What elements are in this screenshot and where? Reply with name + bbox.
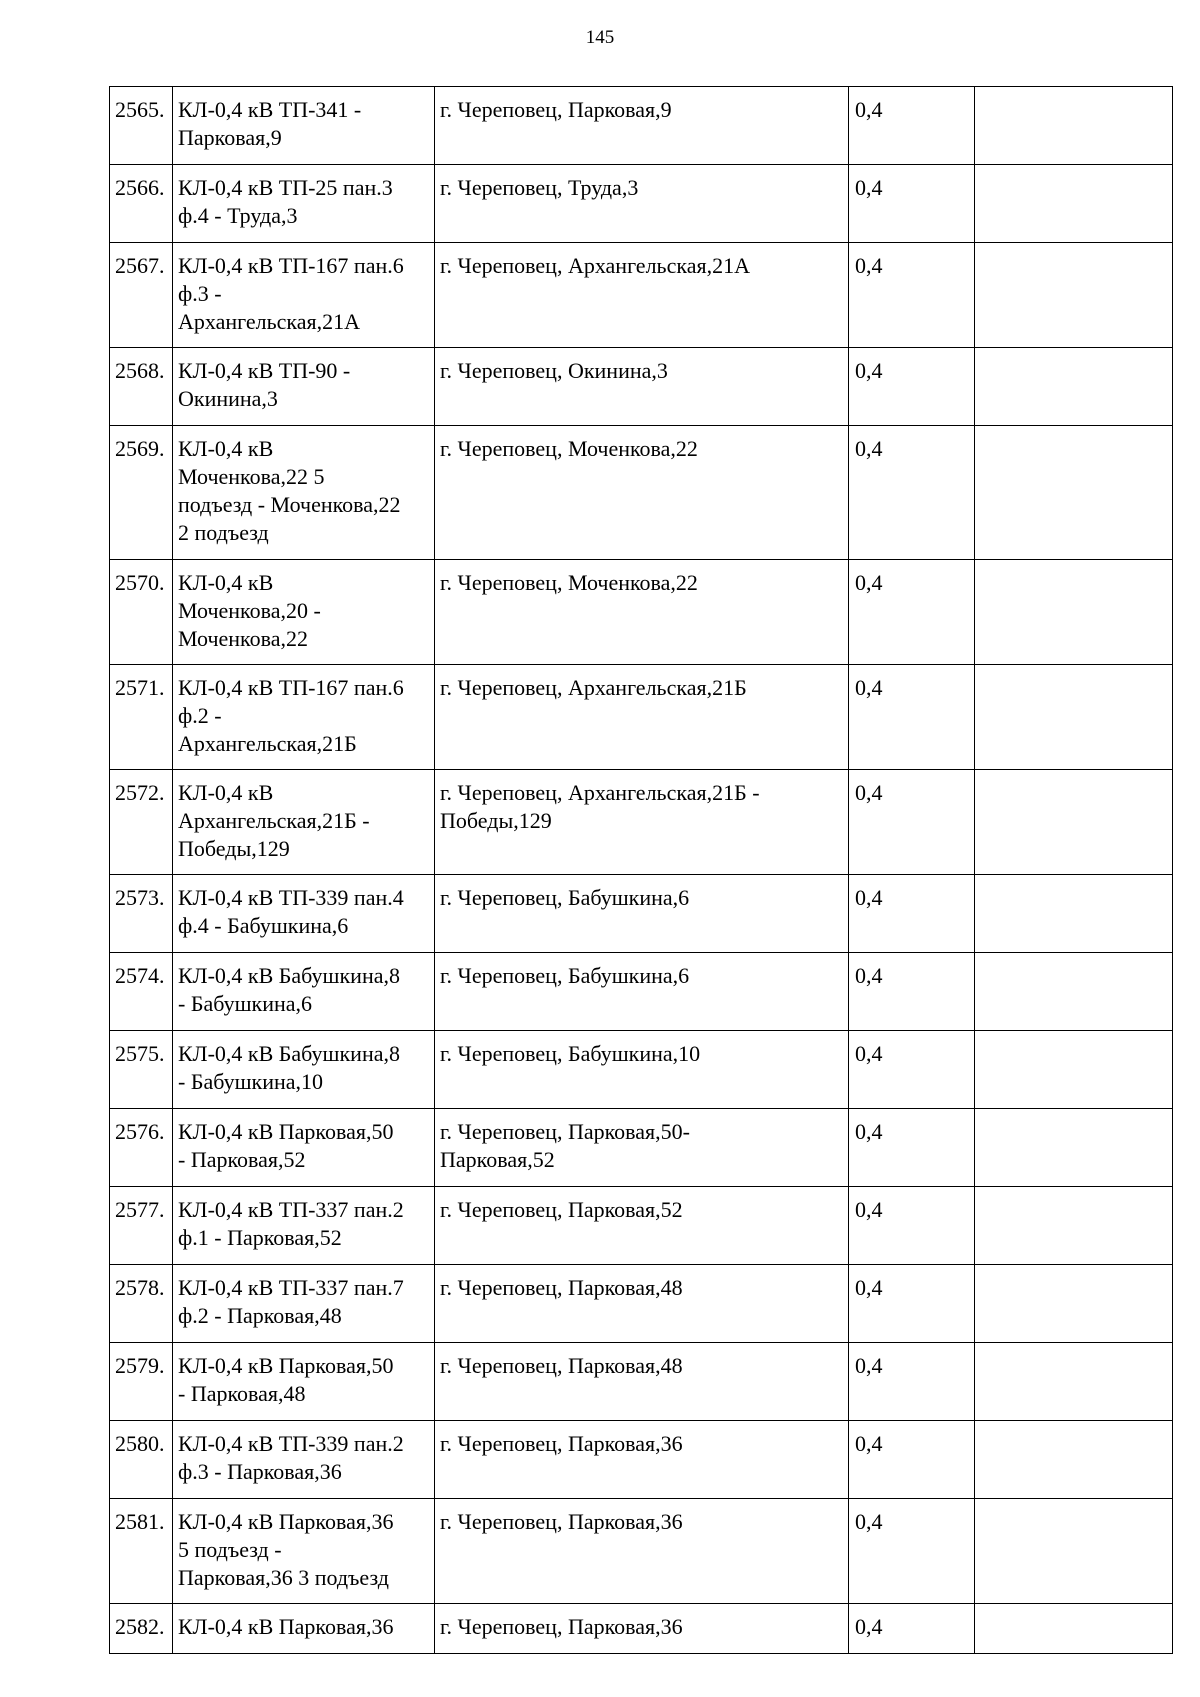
voltage-value: 0,4 bbox=[849, 1604, 975, 1654]
table-row bbox=[110, 953, 1173, 1031]
table-row bbox=[110, 1421, 1173, 1499]
line-name: КЛ-0,4 кВ Архангельская,21Б - Победы,129 bbox=[173, 770, 435, 875]
table-row bbox=[110, 243, 1173, 348]
empty-cell bbox=[975, 770, 1173, 875]
line-name: КЛ-0,4 кВ ТП-339 пан.2 ф.3 - Парковая,36 bbox=[173, 1421, 435, 1499]
line-name: КЛ-0,4 кВ ТП-90 - Окинина,3 bbox=[173, 348, 435, 426]
location-address: г. Череповец, Моченкова,22 bbox=[435, 560, 849, 665]
location-address: г. Череповец, Бабушкина,6 bbox=[435, 953, 849, 1031]
voltage-value: 0,4 bbox=[849, 665, 975, 770]
location-address: г. Череповец, Парковая,9 bbox=[435, 87, 849, 165]
voltage-value: 0,4 bbox=[849, 770, 975, 875]
row-number: 2567. bbox=[110, 243, 173, 348]
voltage-value: 0,4 bbox=[849, 243, 975, 348]
empty-cell bbox=[975, 348, 1173, 426]
location-address: г. Череповец, Архангельская,21Б bbox=[435, 665, 849, 770]
row-number: 2572. bbox=[110, 770, 173, 875]
location-address: г. Череповец, Парковая,36 bbox=[435, 1499, 849, 1604]
location-address: г. Череповец, Архангельская,21А bbox=[435, 243, 849, 348]
voltage-value: 0,4 bbox=[849, 1499, 975, 1604]
location-address: г. Череповец, Моченкова,22 bbox=[435, 426, 849, 560]
empty-cell bbox=[975, 165, 1173, 243]
empty-cell bbox=[975, 1265, 1173, 1343]
location-address: г. Череповец, Архангельская,21Б - Победы,129 bbox=[435, 770, 849, 875]
page-number: 145 bbox=[585, 27, 615, 48]
cable-lines-table bbox=[109, 86, 1173, 1654]
voltage-value: 0,4 bbox=[849, 953, 975, 1031]
empty-cell bbox=[975, 1421, 1173, 1499]
location-address: г. Череповец, Парковая,36 bbox=[435, 1421, 849, 1499]
row-number: 2565. bbox=[110, 87, 173, 165]
empty-cell bbox=[975, 87, 1173, 165]
location-address: г. Череповец, Парковая,48 bbox=[435, 1265, 849, 1343]
row-number: 2578. bbox=[110, 1265, 173, 1343]
row-number: 2571. bbox=[110, 665, 173, 770]
line-name: КЛ-0,4 кВ Парковая,50 - Парковая,52 bbox=[173, 1109, 435, 1187]
empty-cell bbox=[975, 1187, 1173, 1265]
line-name: КЛ-0,4 кВ ТП-339 пан.4 ф.4 - Бабушкина,6 bbox=[173, 875, 435, 953]
empty-cell bbox=[975, 875, 1173, 953]
line-name: КЛ-0,4 кВ ТП-337 пан.2 ф.1 - Парковая,52 bbox=[173, 1187, 435, 1265]
row-number: 2568. bbox=[110, 348, 173, 426]
table-row bbox=[110, 87, 1173, 165]
row-number: 2580. bbox=[110, 1421, 173, 1499]
location-address: г. Череповец, Парковая,48 bbox=[435, 1343, 849, 1421]
empty-cell bbox=[975, 1031, 1173, 1109]
line-name: КЛ-0,4 кВ Бабушкина,8 - Бабушкина,6 bbox=[173, 953, 435, 1031]
table-row bbox=[110, 1031, 1173, 1109]
table-row bbox=[110, 1343, 1173, 1421]
table-row bbox=[110, 665, 1173, 770]
voltage-value: 0,4 bbox=[849, 426, 975, 560]
voltage-value: 0,4 bbox=[849, 1343, 975, 1421]
location-address: г. Череповец, Бабушкина,10 bbox=[435, 1031, 849, 1109]
line-name: КЛ-0,4 кВ ТП-337 пан.7 ф.2 - Парковая,48 bbox=[173, 1265, 435, 1343]
table-row bbox=[110, 1604, 1173, 1654]
location-address: г. Череповец, Бабушкина,6 bbox=[435, 875, 849, 953]
empty-cell bbox=[975, 953, 1173, 1031]
table-row bbox=[110, 426, 1173, 560]
voltage-value: 0,4 bbox=[849, 1265, 975, 1343]
table-row bbox=[110, 1187, 1173, 1265]
line-name: КЛ-0,4 кВ ТП-25 пан.3 ф.4 - Труда,3 bbox=[173, 165, 435, 243]
voltage-value: 0,4 bbox=[849, 348, 975, 426]
voltage-value: 0,4 bbox=[849, 1421, 975, 1499]
row-number: 2574. bbox=[110, 953, 173, 1031]
row-number: 2570. bbox=[110, 560, 173, 665]
table-row bbox=[110, 875, 1173, 953]
line-name: КЛ-0,4 кВ ТП-167 пан.6 ф.3 - Архангельская,21А bbox=[173, 243, 435, 348]
line-name: КЛ-0,4 кВ ТП-341 - Парковая,9 bbox=[173, 87, 435, 165]
empty-cell bbox=[975, 1499, 1173, 1604]
location-address: г. Череповец, Парковая,52 bbox=[435, 1187, 849, 1265]
table-row bbox=[110, 560, 1173, 665]
row-number: 2569. bbox=[110, 426, 173, 560]
voltage-value: 0,4 bbox=[849, 1109, 975, 1187]
empty-cell bbox=[975, 426, 1173, 560]
location-address: г. Череповец, Окинина,3 bbox=[435, 348, 849, 426]
empty-cell bbox=[975, 560, 1173, 665]
line-name: КЛ-0,4 кВ Моченкова,22 5 подъезд - Моченкова,22 2 подъезд bbox=[173, 426, 435, 560]
line-name: КЛ-0,4 кВ Моченкова,20 - Моченкова,22 bbox=[173, 560, 435, 665]
table-row bbox=[110, 165, 1173, 243]
row-number: 2579. bbox=[110, 1343, 173, 1421]
line-name: КЛ-0,4 кВ Парковая,36 bbox=[173, 1604, 435, 1654]
row-number: 2576. bbox=[110, 1109, 173, 1187]
row-number: 2577. bbox=[110, 1187, 173, 1265]
line-name: КЛ-0,4 кВ Бабушкина,8 - Бабушкина,10 bbox=[173, 1031, 435, 1109]
location-address: г. Череповец, Парковая,36 bbox=[435, 1604, 849, 1654]
voltage-value: 0,4 bbox=[849, 165, 975, 243]
row-number: 2581. bbox=[110, 1499, 173, 1604]
row-number: 2582. bbox=[110, 1604, 173, 1654]
empty-cell bbox=[975, 1109, 1173, 1187]
row-number: 2573. bbox=[110, 875, 173, 953]
row-number: 2566. bbox=[110, 165, 173, 243]
empty-cell bbox=[975, 665, 1173, 770]
row-number: 2575. bbox=[110, 1031, 173, 1109]
voltage-value: 0,4 bbox=[849, 87, 975, 165]
line-name: КЛ-0,4 кВ ТП-167 пан.6 ф.2 - Архангельская,21Б bbox=[173, 665, 435, 770]
empty-cell bbox=[975, 1604, 1173, 1654]
voltage-value: 0,4 bbox=[849, 1187, 975, 1265]
line-name: КЛ-0,4 кВ Парковая,50 - Парковая,48 bbox=[173, 1343, 435, 1421]
table-row bbox=[110, 1109, 1173, 1187]
voltage-value: 0,4 bbox=[849, 560, 975, 665]
empty-cell bbox=[975, 243, 1173, 348]
location-address: г. Череповец, Парковая,50- Парковая,52 bbox=[435, 1109, 849, 1187]
empty-cell bbox=[975, 1343, 1173, 1421]
location-address: г. Череповец, Труда,3 bbox=[435, 165, 849, 243]
table-row bbox=[110, 1499, 1173, 1604]
table-row bbox=[110, 348, 1173, 426]
voltage-value: 0,4 bbox=[849, 1031, 975, 1109]
table-row bbox=[110, 1265, 1173, 1343]
line-name: КЛ-0,4 кВ Парковая,36 5 подъезд - Парковая,36 3 подъезд bbox=[173, 1499, 435, 1604]
voltage-value: 0,4 bbox=[849, 875, 975, 953]
table-row bbox=[110, 770, 1173, 875]
